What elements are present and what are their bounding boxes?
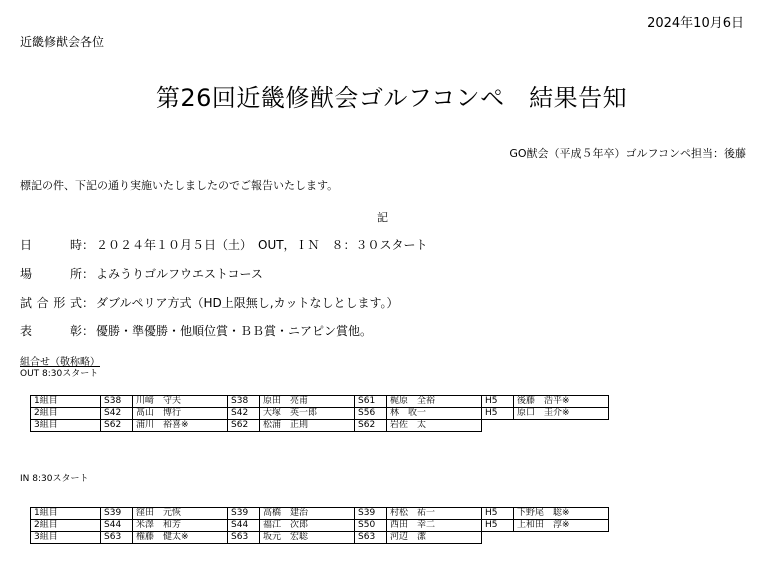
player-name-cell: 髙山 博行 [133,408,228,420]
class-year-cell: S62 [101,420,133,432]
player-name-cell: 坂元 宏聡 [260,532,355,544]
player-name-cell: 原口 圭介※ [514,408,609,420]
info-value: よみうりゴルフウエストコース [96,267,263,281]
player-name-cell [514,532,609,544]
player-name-cell: 下野尾 聡※ [514,508,609,520]
info-value: ２０２４年１０月５日（土） OUT，ＩＮ ８：３０スタート [96,238,428,252]
class-year-cell: S44 [101,520,133,532]
info-sep: ： [82,267,95,281]
group-cell: 3組目 [31,420,101,432]
class-year-cell [482,420,514,432]
in-start-time: IN 8:30スタート [20,474,89,484]
player-name-cell: 川﨑 守夫 [133,396,228,408]
table-row [31,532,609,544]
class-year-cell: S62 [228,420,260,432]
class-year-cell: S39 [101,508,133,520]
player-name-cell: 権藤 健太※ [133,532,228,544]
player-name-cell: 福江 次郎 [260,520,355,532]
player-name-cell: 上和田 淳※ [514,520,609,532]
class-year-cell: S42 [101,408,133,420]
player-name-cell [514,420,609,432]
table-row [31,508,609,520]
info-value: 優勝・準優勝・他順位賞・ＢＢ賞・ニアピン賞他。 [96,324,373,338]
info-label: 場 所 [20,267,82,281]
out-start-time: OUT 8:30スタート [20,369,99,379]
table-row [31,420,609,432]
class-year-cell: S56 [355,408,387,420]
intro-text: 標記の件、下記の通り実施いたしましたのでご報告いたします。 [20,179,339,192]
player-name-cell: 高橋 建治 [260,508,355,520]
class-year-cell: H5 [482,508,514,520]
info-label: 試合形式 [20,296,82,310]
pairings-title: 組合せ（敬称略） [20,357,100,368]
player-name-cell: 林 收一 [387,408,482,420]
player-name-cell: 大塚 英一郎 [260,408,355,420]
class-year-cell: S42 [228,408,260,420]
class-year-cell: S63 [101,532,133,544]
ki-mark: 記 [377,211,388,224]
class-year-cell: S63 [355,532,387,544]
class-year-cell: H5 [482,520,514,532]
player-name-cell: 窪田 元恢 [133,508,228,520]
info-row-awards [20,322,372,339]
class-year-cell: S38 [228,396,260,408]
player-name-cell: 浦川 裕喜※ [133,420,228,432]
player-name-cell: 岩佐 太 [387,420,482,432]
info-row-date [20,236,428,253]
sender-line: GO猷会（平成５年卒）ゴルフコンペ担当：後藤 [509,147,746,160]
class-year-cell: H5 [482,408,514,420]
class-year-cell: S63 [228,532,260,544]
group-cell: 2組目 [31,520,101,532]
info-value: ダブルペリア方式（HD上限無し,カットなしとします。） [96,296,399,310]
table-row [31,396,609,408]
player-name-cell: 梶原 全裕 [387,396,482,408]
class-year-cell: S39 [355,508,387,520]
out-pairings-table [30,395,609,432]
player-name-cell: 後藤 浩平※ [514,396,609,408]
player-name-cell: 松浦 正則 [260,420,355,432]
class-year-cell: S62 [355,420,387,432]
player-name-cell: 米澤 和芳 [133,520,228,532]
group-cell: 2組目 [31,408,101,420]
info-row-venue [20,265,263,282]
info-label: 表 彰 [20,324,82,338]
class-year-cell: H5 [482,396,514,408]
info-sep: ： [82,324,95,338]
addressee: 近畿修猷会各位 [20,35,105,49]
in-pairings-table [30,507,609,544]
info-label: 日 時 [20,238,82,252]
info-sep: ： [82,238,95,252]
document-date: 2024年10月6日 [647,16,744,31]
class-year-cell: S38 [101,396,133,408]
class-year-cell: S39 [228,508,260,520]
class-year-cell: S50 [355,520,387,532]
table-row [31,408,609,420]
player-name-cell: 河辺 潔 [387,532,482,544]
table-row [31,520,609,532]
player-name-cell: 原田 亮甫 [260,396,355,408]
info-row-format [20,294,399,311]
group-cell: 1組目 [31,396,101,408]
group-cell: 3組目 [31,532,101,544]
player-name-cell: 西田 幸二 [387,520,482,532]
class-year-cell [482,532,514,544]
document-title: 第26回近畿修猷会ゴルフコンペ 結果告知 [155,84,628,112]
class-year-cell: S61 [355,396,387,408]
player-name-cell: 村松 祐一 [387,508,482,520]
info-sep: ： [82,296,95,310]
class-year-cell: S44 [228,520,260,532]
group-cell: 1組目 [31,508,101,520]
